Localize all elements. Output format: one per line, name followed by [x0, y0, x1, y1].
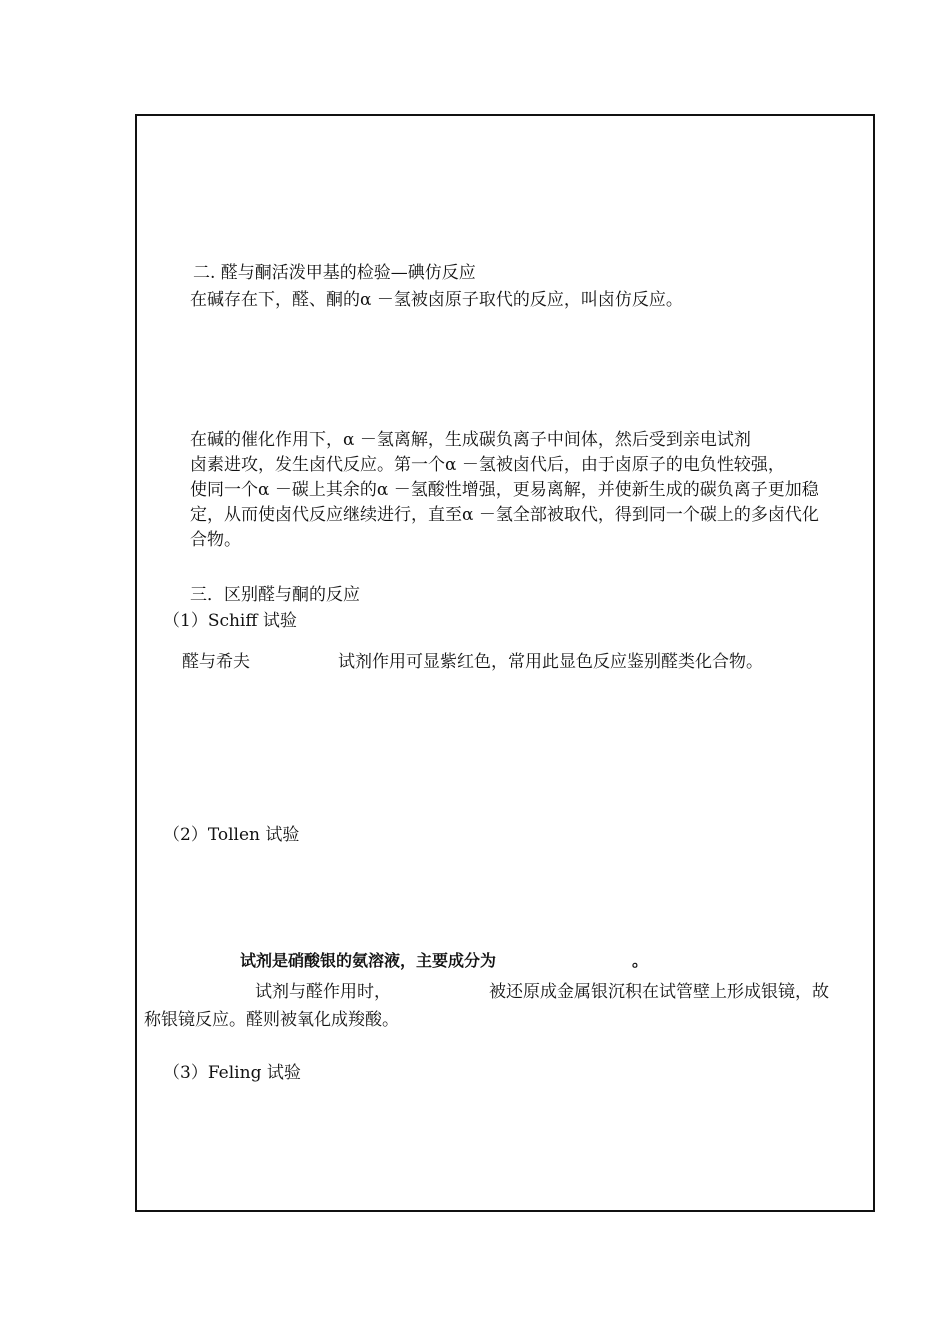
section2-heading: 二. 醛与酮活泼甲基的检验—碘仿反应: [193, 263, 476, 283]
schiff-text-a: 醛与希夫: [182, 652, 250, 672]
section3-heading: 三．区别醛与酮的反应: [190, 585, 360, 605]
feling-title: （3）Feling 试验: [163, 1063, 301, 1083]
tollen-bold-b: 。: [632, 951, 649, 970]
section2-para-line: 在碱的催化作用下，α －氢离解，生成碳负离子中间体，然后受到亲电试剂: [190, 430, 751, 450]
tollen-text-b: 被还原成金属银沉积在试管壁上形成银镜，故: [489, 982, 829, 1002]
schiff-text-b: 试剂作用可显紫红色，常用此显色反应鉴别醛类化合物。: [338, 652, 763, 672]
section2-para-line: 卤素进攻，发生卤代反应。第一个α －氢被卤代后，由于卤原子的电负性较强，: [190, 455, 785, 475]
schiff-title: （1）Schiff 试验: [163, 611, 297, 631]
tollen-text-c: 称银镜反应。醛则被氧化成羧酸。: [144, 1010, 399, 1030]
tollen-title: （2）Tollen 试验: [163, 825, 300, 845]
section2-para-line: 定，从而使卤代反应继续进行，直至α －氢全部被取代，得到同一个碳上的多卤代化: [190, 505, 819, 525]
section2-para-line: 使同一个α －碳上其余的α －氢酸性增强，更易离解，并使新生成的碳负离子更加稳: [190, 480, 819, 500]
tollen-bold-a: 试剂是硝酸银的氨溶液，主要成分为: [240, 951, 497, 970]
section2-para-line: 合物。: [190, 530, 241, 550]
section2-intro: 在碱存在下，醛、酮的α －氢被卤原子取代的反应，叫卤仿反应。: [190, 290, 683, 310]
tollen-text-a: 试剂与醛作用时，: [255, 982, 391, 1002]
